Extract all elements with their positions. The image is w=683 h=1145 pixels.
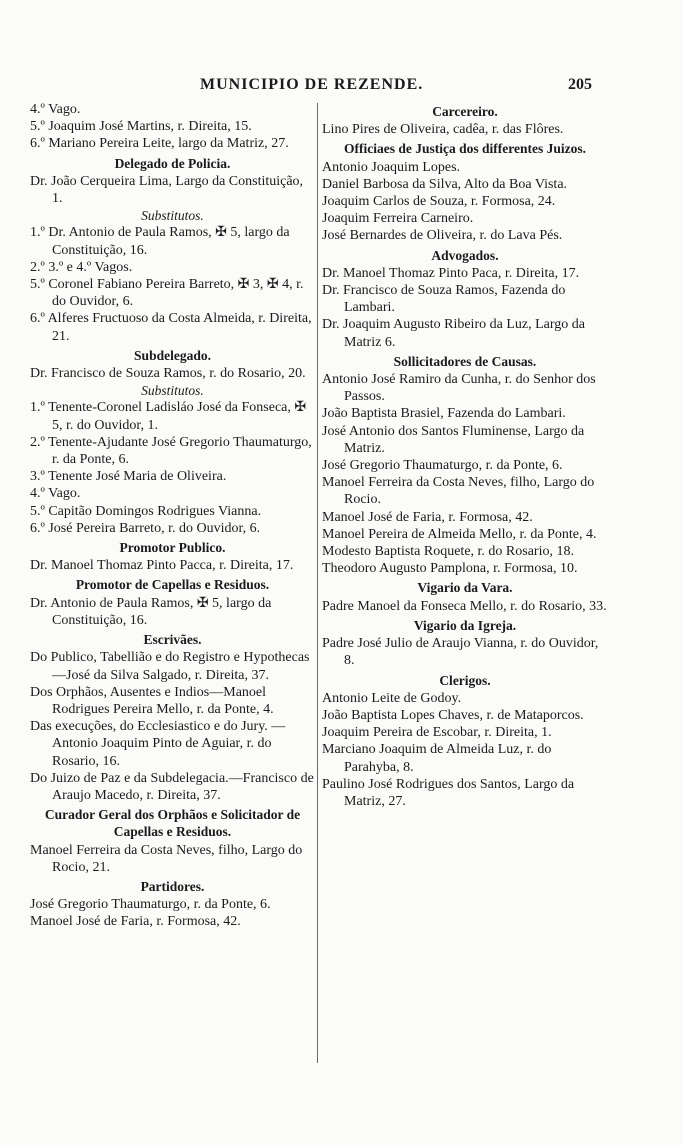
directory-entry: 2.º 3.º e 4.º Vagos. <box>30 259 133 275</box>
directory-entry: 6.º José Pereira Barreto, r. do Ouvidor, 6. <box>30 520 261 536</box>
section-heading: Advogados. <box>431 247 499 263</box>
section-subheading: Substitutos. <box>141 208 204 224</box>
directory-entry: Dr. Antonio de Paula Ramos, ✠ 5, largo da Constituição, 16. <box>30 595 272 628</box>
directory-entry: Daniel Barbosa da Silva, Alto da Boa Vista. <box>322 176 568 192</box>
section-heading: Promotor Publico. <box>119 540 226 556</box>
section-heading: Partidores. <box>140 878 205 894</box>
section-heading: Clerigos. <box>439 672 491 688</box>
section-heading: Delegado de Policia. <box>114 155 231 171</box>
directory-entry: Lino Pires de Oliveira, cadêa, r. das Flôres. <box>322 122 564 138</box>
directory-entry: Modesto Baptista Roquete, r. do Rosario, 18. <box>322 544 574 560</box>
section-subheading: Substitutos. <box>141 383 204 399</box>
directory-entry: Dos Orphãos, Ausentes e Indios—Manoel Rodrigues Pereira Mello, r. da Ponte, 4. <box>30 684 274 717</box>
directory-entry: Padre José Julio de Araujo Vianna, r. do Ouvidor, 8. <box>322 636 599 669</box>
directory-entry: Padre Manoel da Fonseca Mello, r. do Rosario, 33. <box>322 598 607 614</box>
directory-entry: 5.º Coronel Fabiano Pereira Barreto, ✠ 3, ✠ 4, r. do Ouvidor, 6. <box>30 277 304 310</box>
directory-entry: Do Publico, Tabellião e do Registro e Hypothecas—José da Silva Salgado, r. Direita, 37. <box>30 650 310 683</box>
section-heading: Officiaes de Justiça dos differentes Juizos. <box>344 141 586 157</box>
directory-entry: Manoel José de Faria, r. Formosa, 42. <box>322 509 533 525</box>
directory-entry: Manoel Ferreira da Costa Neves, filho, Largo do Rocio, 21. <box>30 842 303 875</box>
section-heading: Curador Geral dos Orphãos e Solicitador de Capellas e Residuos. <box>44 807 301 840</box>
directory-entry: Manoel Pereira de Almeida Mello, r. da Ponte, 4. <box>322 526 597 542</box>
directory-entry: Joaquim Ferreira Carneiro. <box>322 211 474 227</box>
directory-entry: José Antonio dos Santos Fluminense, Largo da Matriz. <box>322 423 585 456</box>
directory-entry: Dr. Manoel Thomaz Pinto Pacca, r. Direita, 17. <box>30 558 294 574</box>
directory-entry: Do Juizo de Paz e da Subdelegacia.—Francisco de Araujo Macedo, r. Direita, 37. <box>30 770 314 803</box>
directory-entry: Antonio Leite de Godoy. <box>322 690 462 706</box>
directory-entry: 3.º Tenente José Maria de Oliveira. <box>30 469 227 485</box>
column-divider <box>317 103 318 1063</box>
directory-entry: 2.º Tenente-Ajudante José Gregorio Thaumaturgo, r. da Ponte, 6. <box>30 434 312 468</box>
directory-entry: Joaquim Carlos de Souza, r. Formosa, 24. <box>322 194 556 210</box>
page-title: MUNICIPIO DE REZENDE. <box>200 76 424 93</box>
directory-entry: 4.º Vago. <box>30 102 81 117</box>
directory-entry: 1.º Tenente-Coronel Ladisláo José da Fonseca, ✠ 5, r. do Ouvidor, 1. <box>30 400 307 433</box>
directory-entry: Antonio Joaquim Lopes. <box>322 159 461 175</box>
directory-entry: João Baptista Brasiel, Fazenda do Lambari. <box>322 406 566 422</box>
directory-entry: José Gregorio Thaumaturgo, r. da Ponte, 6. <box>30 897 271 913</box>
directory-entry: 6.º Alferes Fructuoso da Costa Almeida, r. Direita, 21. <box>30 311 312 344</box>
section-heading: Vigario da Igreja. <box>413 617 517 633</box>
left-column <box>30 101 315 931</box>
directory-entry: Joaquim Pereira de Escobar, r. Direita, 1. <box>322 725 552 741</box>
directory-entry: 4.º Vago. <box>30 486 81 502</box>
page-number: 205 <box>568 76 592 93</box>
directory-entry: 5.º Joaquim José Martins, r. Direita, 15. <box>30 119 252 135</box>
directory-entry: Manoel Ferreira da Costa Neves, filho, Largo do Rocio. <box>322 475 595 508</box>
directory-entry: Dr. João Cerqueira Lima, Largo da Constituição, 1. <box>30 173 304 207</box>
directory-entry: Antonio José Ramiro da Cunha, r. do Senhor dos Passos. <box>322 372 596 405</box>
directory-entry: Theodoro Augusto Pamplona, r. Formosa, 10. <box>322 561 578 577</box>
directory-entry: 5.º Capitão Domingos Rodrigues Vianna. <box>30 503 262 519</box>
section-heading: Promotor de Capellas e Residuos. <box>75 577 270 593</box>
directory-entry: João Baptista Lopes Chaves, r. de Mataporcos. <box>322 707 584 723</box>
directory-entry: José Bernardes de Oliveira, r. do Lava Pés. <box>322 228 563 244</box>
right-column <box>322 101 608 810</box>
directory-entry: 1.º Dr. Antonio de Paula Ramos, ✠ 5, largo da Constituição, 16. <box>30 225 290 258</box>
directory-entry: José Gregorio Thaumaturgo, r. da Ponte, 6. <box>322 458 563 474</box>
section-heading: Carcereiro. <box>432 104 498 119</box>
directory-entry: Dr. Joaquim Augusto Ribeiro da Luz, Largo da Matriz 6. <box>322 317 585 350</box>
directory-entry: Marciano Joaquim de Almeida Luz, r. do Parahyba, 8. <box>322 742 552 775</box>
section-heading: Vigario da Vara. <box>417 580 513 596</box>
section-heading: Sollicitadores de Causas. <box>393 353 537 369</box>
directory-entry: Das execuções, do Ecclesiastico e do Jury. — Antonio Joaquim Pinto de Aguiar, r. do Rosario, 16. <box>30 719 286 769</box>
directory-entry: Dr. Francisco de Souza Ramos, Fazenda do Lambari. <box>322 283 566 316</box>
directory-entry: 6.º Mariano Pereira Leite, largo da Matriz, 27. <box>30 136 289 152</box>
directory-entry: Dr. Francisco de Souza Ramos, r. do Rosario, 20. <box>30 366 306 382</box>
section-heading: Escrivães. <box>143 632 202 648</box>
directory-entry: Dr. Manoel Thomaz Pinto Paca, r. Direita, 17. <box>322 265 580 281</box>
section-heading: Subdelegado. <box>134 347 211 363</box>
directory-entry: Paulino José Rodrigues dos Santos, Largo da Matriz, 27. <box>322 776 575 809</box>
page-header <box>28 76 628 98</box>
directory-entry: Manoel José de Faria, r. Formosa, 42. <box>30 914 241 930</box>
